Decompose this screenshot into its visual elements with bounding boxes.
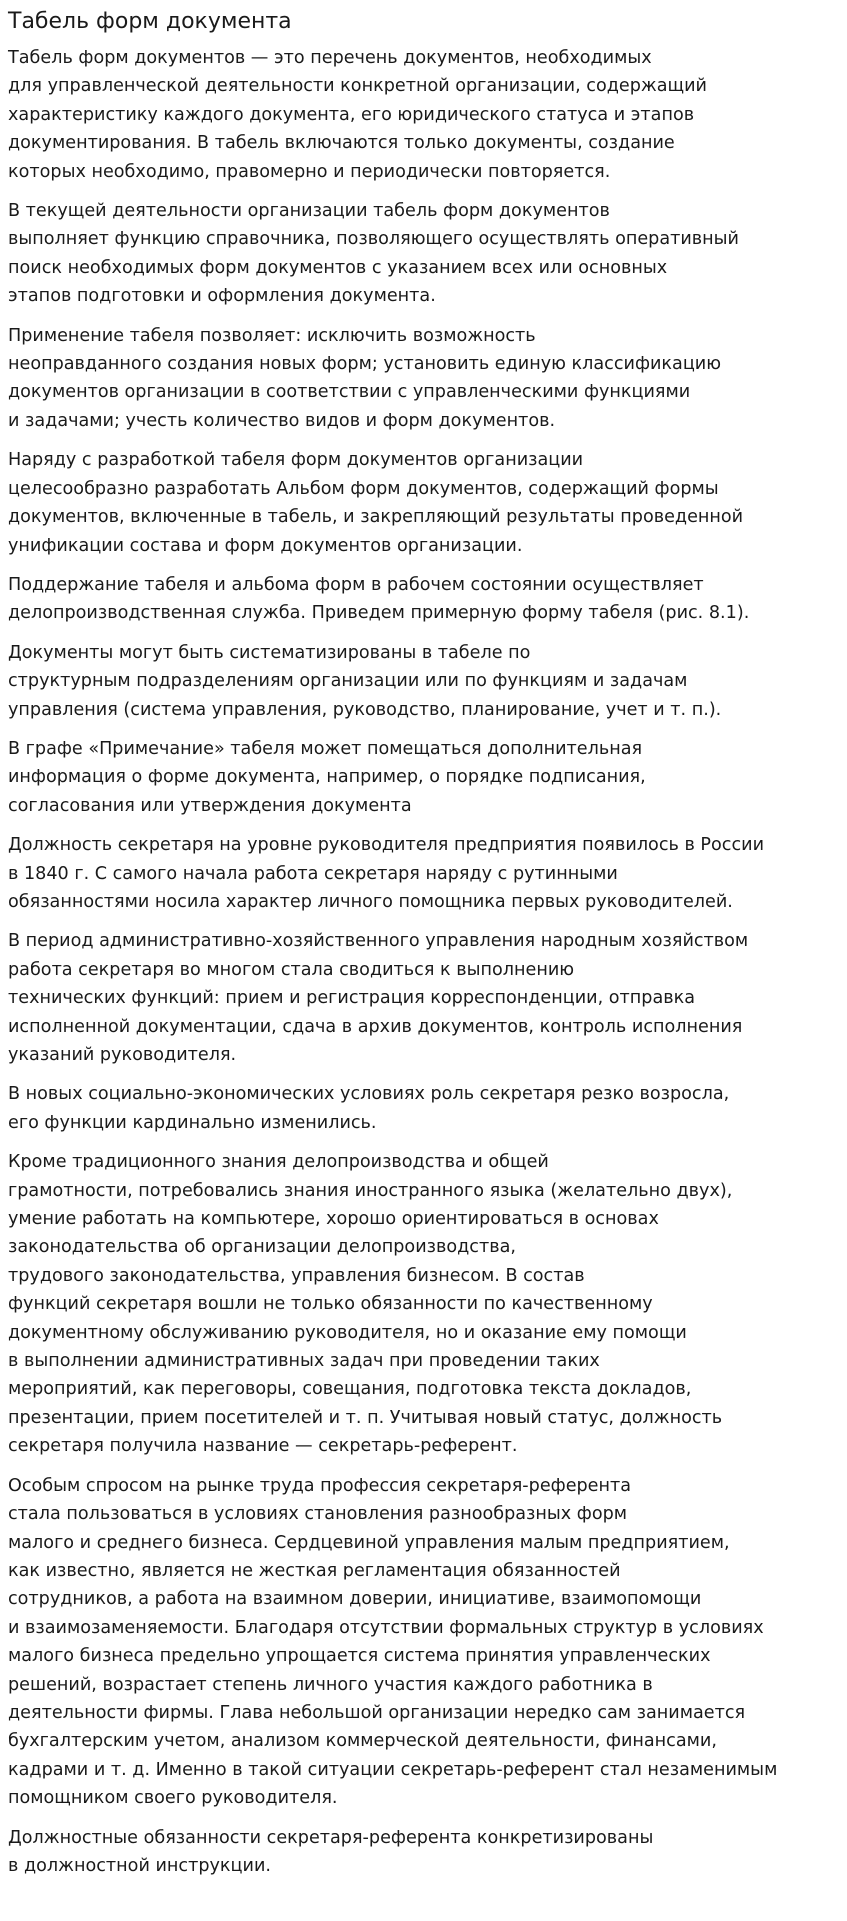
paragraph-8: Должность секретаря на уровне руководителя предприятия появилось в России в 1840 г. С самого начала работа секретаря наряду с рутинными обязанностями носила характер личного помощника первых руководителей. xyxy=(8,835,765,912)
paragraph-7: В графе «Примечание» табеля может помещаться дополнительная информация о форме документа, например, о порядке подписания, согласования или утверждения документа xyxy=(8,738,646,816)
paragraph-3: Применение табеля позволяет: исключить возможность неоправданного создания новых форм; установить единую классификацию документов организации в соответствии с управленческими функциями и задачами; учесть количество видов и форм документов. xyxy=(8,325,722,431)
paragraph-1: Табель форм документов — это перечень документов, необходимых для управленческой деятельности конкретной организации, содержащий характеристику каждого документа, его юридического статуса и этапов документирования. В табель включаются только документы, создание которых необходимо, правомерно и периодически повторяется. xyxy=(8,48,707,182)
paragraph-10: В новых социально-экономических условиях роль секретаря резко возросла, его функции кардинально изменились. xyxy=(8,1084,730,1133)
paragraph-6: Документы могут быть систематизированы в табеле по структурным подразделениям организации или по функциям и задачам управления (система управления, руководство, планирование, учет и т. п.). xyxy=(8,642,722,720)
paragraph-11: Кроме традиционного знания делопроизводства и общей грамотности, потребовались знания иностранного языка (желательно двух), умение работать на компьютере, хорошо ориентироваться в основах законодательства об организации делопроизводства, трудового законодательства, управления бизнесом. В состав функций секретаря вошли не только обязанности по качественному документному обслуживанию руководителя, но и оказание ему помощи в выполнении административных задач при проведении таких мероприятий, как переговоры, совещания, подготовка текста докладов, презентации, прием посетителей и т. п. Учитывая новый статус, должность секретаря получила название — секретарь-референт. xyxy=(8,1152,733,1457)
page-title: Табель форм документа xyxy=(8,9,292,34)
paragraph-13: Должностные обязанности секретаря-референта конкретизированы в должностной инструкции. xyxy=(8,1827,654,1876)
document-body xyxy=(8,44,839,1880)
paragraph-9: В период административно-хозяйственного управления народным хозяйством работа секретаря во многом стала сводиться к выполнению технических функций: прием и регистрация корреспонденции, отправка исполненной документации, сдача в архив документов, контроль исполнения указаний руководителя. xyxy=(8,931,749,1065)
paragraph-5: Поддержание табеля и альбома форм в рабочем состоянии осуществляет делопроизводственная служба. Приведем примерную форму табеля (рис. 8.1). xyxy=(8,574,750,624)
paragraph-4: Наряду с разработкой табеля форм документов организации целесообразно разработать Альбом форм документов, содержащий формы документов, включенные в табель, и закрепляющий результаты проведенной унификации состава и форм документов организации. xyxy=(8,450,744,556)
paragraph-2: В текущей деятельности организации табель форм документов выполняет функцию справочника, позволяющего осуществлять оперативный поиск необходимых форм документов с указанием всех или основных этапов подготовки и оформления документа. xyxy=(8,201,739,307)
paragraph-12: Особым спросом на рынке труда профессия секретаря-референта стала пользоваться в условиях становления разнообразных форм малого и среднего бизнеса. Сердцевиной управления малым предприятием, как известно, является не жесткая регламентация обязанностей сотрудников, а работа на взаимном доверии, инициативе, взаимопомощи и взаимозаменяемости. Благодаря отсутствии формальных структур в условиях малого бизнеса предельно упрощается система принятия управленческих решений, возрастает степень личного участия каждого работника в деятельности фирмы. Глава небольшой организации нередко сам занимается бухгалтерским учетом, анализом коммерческой деятельности, финансами, кадрами и т. д. Именно в такой ситуации секретарь-референт стал незаменимым помощником своего руководителя. xyxy=(8,1475,778,1809)
